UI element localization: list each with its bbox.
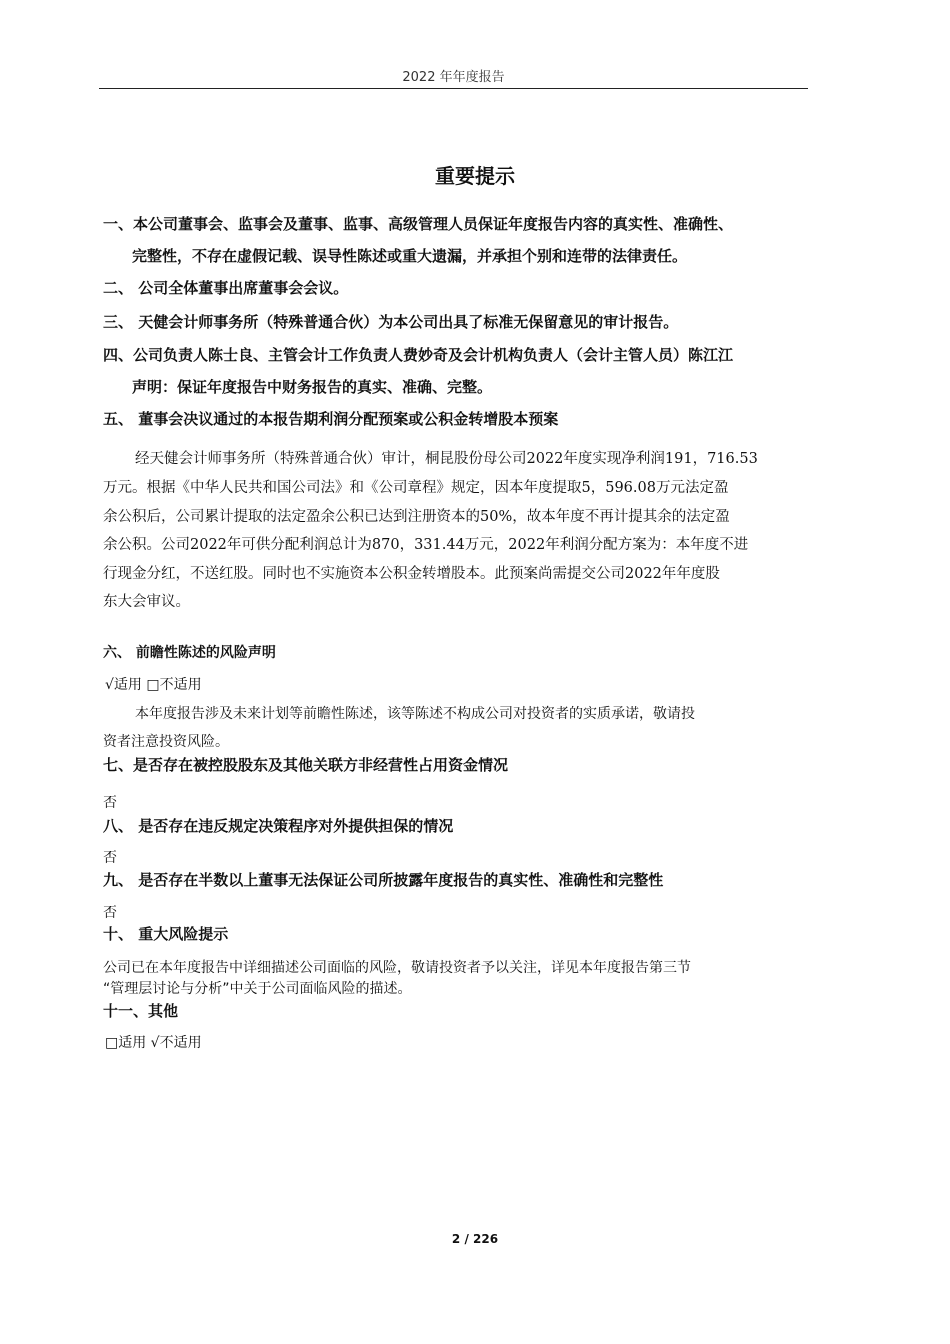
item-6-para-line-2: 资者注意投资风险。: [103, 734, 229, 750]
item-5-para-line-3: 余公积后，公司累计提取的法定盈余公积已达到注册资本的50%，故本年度不再计提其余的法定盈: [103, 509, 730, 525]
running-header: 2022 年年度报告: [402, 70, 505, 85]
header-divider: [99, 88, 808, 89]
item-5-para-line-4: 余公积。公司2022年可供分配利润总计为870，331.44万元，2022年利润分配方案为：本年度不进: [103, 537, 749, 553]
item-6-applicability: √适用 □不适用: [105, 677, 202, 693]
item-10-para-line-2: “管理层讨论与分析”中关于公司面临风险的描述。: [103, 981, 412, 997]
item-2: 二、 公司全体董事出席董事会会议。: [103, 279, 349, 297]
item-7-answer: 否: [103, 795, 117, 811]
item-4-line-1: 四、公司负责人陈士良、主管会计工作负责人费妙奇及会计机构负责人（会计主管人员）陈江江: [103, 346, 734, 364]
page-title: 重要提示: [435, 164, 515, 188]
item-10-para-line-1: 公司已在本年度报告中详细描述公司面临的风险，敬请投资者予以关注，详见本年度报告第三节: [103, 960, 691, 976]
item-1-line-2: 完整性，不存在虚假记载、误导性陈述或重大遗漏，并承担个别和连带的法律责任。: [132, 247, 688, 265]
item-9-answer: 否: [103, 905, 117, 921]
item-4-line-2: 声明：保证年度报告中财务报告的真实、准确、完整。: [132, 378, 493, 396]
item-6-para-line-1: 本年度报告涉及未来计划等前瞻性陈述，该等陈述不构成公司对投资者的实质承诺，敬请投: [135, 706, 695, 722]
item-5-para-line-2: 万元。根据《中华人民共和国公司法》和《公司章程》规定，因本年度提取5，596.08万元法定盈: [103, 480, 729, 496]
item-7-heading: 七、是否存在被控股股东及其他关联方非经营性占用资金情况: [103, 756, 509, 774]
item-5-para-line-1: 经天健会计师事务所（特殊普通合伙）审计，桐昆股份母公司2022年度实现净利润191，716.53: [135, 451, 758, 467]
item-5-para-line-6: 东大会审议。: [103, 594, 190, 610]
item-9-heading: 九、 是否存在半数以上董事无法保证公司所披露年度报告的真实性、准确性和完整性: [103, 871, 664, 889]
item-1-line-1: 一、本公司董事会、监事会及董事、监事、高级管理人员保证年度报告内容的真实性、准确性、: [103, 215, 734, 233]
item-8-heading: 八、 是否存在违反规定决策程序对外提供担保的情况: [103, 817, 454, 835]
item-6-heading: 六、 前瞻性陈述的风险声明: [103, 645, 276, 661]
item-8-answer: 否: [103, 850, 117, 866]
page-number: 2 / 226: [451, 1232, 499, 1246]
item-10-heading: 十、 重大风险提示: [103, 925, 229, 943]
item-5-para-line-5: 行现金分红，不送红股。同时也不实施资本公积金转增股本。此预案尚需提交公司2022年年度股: [103, 566, 720, 582]
item-11-applicability: □适用 √不适用: [105, 1035, 202, 1051]
item-5-heading: 五、 董事会决议通过的本报告期利润分配预案或公积金转增股本预案: [103, 410, 559, 428]
item-11-heading: 十一、其他: [103, 1002, 179, 1020]
item-3: 三、 天健会计师事务所（特殊普通合伙）为本公司出具了标准无保留意见的审计报告。: [103, 313, 679, 331]
